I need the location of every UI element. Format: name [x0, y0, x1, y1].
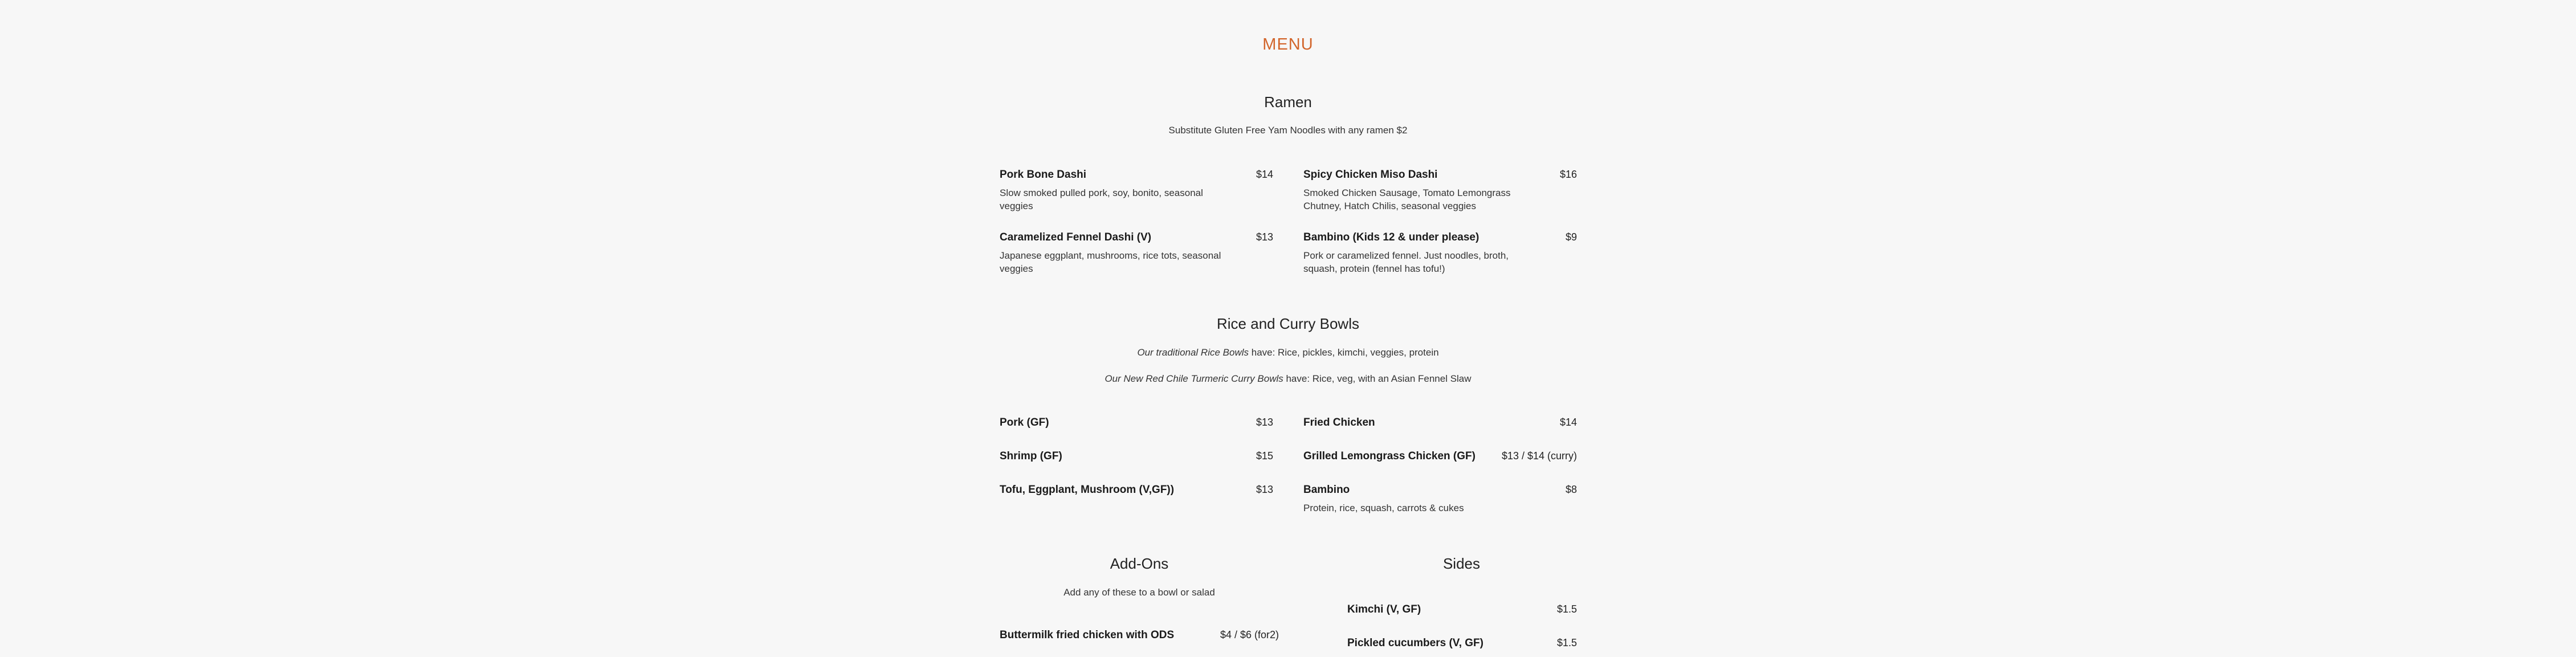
- item-price: $13: [1256, 417, 1273, 428]
- rice-note-traditional-emphasis: Our traditional Rice Bowls: [1137, 347, 1249, 358]
- item-price: $16: [1559, 169, 1577, 180]
- item-price: $9: [1565, 231, 1577, 243]
- item-price: $13 / $14 (curry): [1501, 450, 1577, 462]
- item-name: Pickled cucumbers (V, GF): [1347, 637, 1483, 649]
- item-price: $13: [1256, 231, 1273, 243]
- menu-item: [1303, 169, 1577, 213]
- sides-heading: Sides: [1442, 555, 1481, 572]
- menu-item: [1000, 231, 1273, 275]
- item-name: Spicy Chicken Miso Dashi: [1303, 169, 1438, 181]
- menu-title: MENU: [1262, 35, 1314, 54]
- item-name: Shrimp (GF): [1000, 450, 1062, 462]
- item-name: Kimchi (V, GF): [1347, 603, 1421, 615]
- item-description: Japanese eggplant, mushrooms, rice tots, seasonal veggies: [1000, 250, 1221, 274]
- item-price: $13: [1256, 484, 1273, 495]
- ramen-note: Substitute Gluten Free Yam Noodles with any ramen $2: [1168, 125, 1408, 136]
- item-description: Smoked Chicken Sausage, Tomato Lemongrass Chutney, Hatch Chilis, seasonal veggies: [1303, 187, 1511, 211]
- item-price: $1.5: [1556, 637, 1577, 648]
- rice-note-traditional: [0, 347, 2576, 358]
- menu-item: [1000, 450, 1273, 463]
- item-name: Pork Bone Dashi: [1000, 169, 1087, 181]
- item-name: Buttermilk fried chicken with ODS: [1000, 629, 1175, 641]
- rice-note-traditional-text: have: Rice, pickles, kimchi, veggies, protein: [1249, 347, 1439, 358]
- ramen-heading: Ramen: [1264, 93, 1312, 111]
- menu-item: [1000, 484, 1273, 496]
- item-name: Pork (GF): [1000, 417, 1049, 429]
- menu-item: [1303, 231, 1577, 275]
- rice-note-curry-text: have: Rice, veg, with an Asian Fennel Slaw: [1283, 373, 1472, 384]
- item-description: Protein, rice, squash, carrots & cukes: [1303, 503, 1464, 513]
- item-name: Fried Chicken: [1303, 417, 1375, 429]
- item-name: Bambino (Kids 12 & under please): [1303, 231, 1479, 243]
- item-price: $1.5: [1556, 603, 1577, 615]
- item-name: Bambino: [1303, 484, 1350, 496]
- menu-item: [1347, 603, 1577, 616]
- item-price: $4 / $6 (for2): [1220, 629, 1279, 640]
- rice-heading: Rice and Curry Bowls: [1217, 315, 1359, 332]
- item-price: $8: [1565, 484, 1577, 495]
- rice-note-curry: [0, 373, 2576, 385]
- item-price: $14: [1559, 417, 1577, 428]
- menu-item: [1000, 169, 1273, 213]
- menu-item: [1303, 417, 1577, 429]
- item-name: Grilled Lemongrass Chicken (GF): [1303, 450, 1476, 462]
- menu-item: [1347, 637, 1577, 650]
- item-price: $15: [1256, 450, 1273, 462]
- item-description: Slow smoked pulled pork, soy, bonito, seasonal veggies: [1000, 187, 1203, 211]
- item-name: Caramelized Fennel Dashi (V): [1000, 231, 1152, 243]
- menu-item: [1303, 450, 1577, 463]
- addons-note: Add any of these to a bowl or salad: [1063, 587, 1215, 598]
- addons-heading: Add-Ons: [1110, 555, 1169, 572]
- rice-note-curry-emphasis: Our New Red Chile Turmeric Curry Bowls: [1104, 373, 1283, 384]
- menu-item: [1303, 484, 1577, 515]
- menu-item: [1000, 417, 1273, 429]
- item-description: Pork or caramelized fennel. Just noodles, broth, squash, protein (fennel has tofu!): [1303, 250, 1509, 274]
- item-price: $14: [1256, 169, 1273, 180]
- item-name: Tofu, Eggplant, Mushroom (V,GF)): [1000, 484, 1175, 496]
- menu-item: [1000, 629, 1279, 642]
